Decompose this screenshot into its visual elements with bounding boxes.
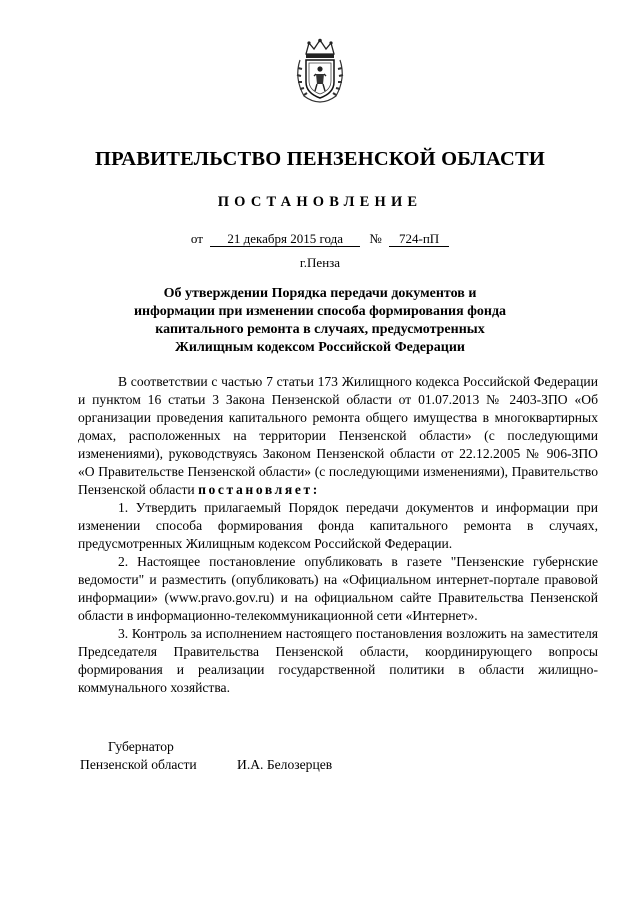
signatory-region: Пензенской области — [80, 757, 197, 772]
date-prefix: от — [190, 231, 203, 246]
document-body — [78, 373, 598, 697]
subject-line: Об утверждении Порядка передачи документов и — [163, 286, 477, 301]
decree-item: 1. Утвердить прилагаемый Порядок передачи документов и информации при изменении способа формирования фонда капитального ремонта в случаях, предусмотренных Жилищным кодексом Российской Федерации. — [78, 500, 598, 551]
document-date: 21 декабря 2015 года — [210, 232, 360, 247]
document-number: 724-пП — [389, 232, 449, 247]
document-subject — [120, 285, 520, 357]
decree-item: 2. Настоящее постановление опубликовать в газете "Пензенские губернские ведомости" и разместить (опубликовать) на «Официальном интернет-портале правовой информации» (www.pravo.gov.ru) и на официальном сайте Правительства Пензенской области в информационно-телекоммуникационной сети «Интернет». — [78, 554, 598, 623]
decree-word: постановляет: — [198, 482, 320, 497]
subject-line: информации при изменении способа формирования фонда — [133, 304, 507, 319]
date-number-line — [0, 231, 640, 247]
number-prefix: № — [369, 231, 382, 246]
coat-of-arms-icon — [292, 38, 348, 104]
preamble-text: В соответствии с частью 7 статьи 173 Жилищного кодекса Российской Федерации и пунктом 16 статьи 3 Закона Пензенской области от 01.07.2013 № 2403-ЗПО «Об организации проведения капитального ремонта общего имущества в многоквартирных домах, расположенных на территории Пензенской области» (с последующими изменениями), руководствуясь Законом Пензенской области от 22.12.2005 № 906-ЗПО «О Правительстве Пензенской области» (с последующими изменениями), Правительство Пензенской области — [78, 374, 598, 497]
subject-line: капитального ремонта в случаях, предусмотренных — [155, 322, 485, 337]
subject-line: Жилищным кодексом Российской Федерации — [175, 340, 465, 355]
signatory-title: Губернатор — [108, 739, 174, 754]
organization-title: ПРАВИТЕЛЬСТВО ПЕНЗЕНСКОЙ ОБЛАСТИ — [95, 148, 545, 170]
city: г.Пенза — [299, 255, 341, 270]
document-type: ПОСТАНОВЛЕНИЕ — [217, 194, 423, 210]
signatory-name: И.А. Белозерцев — [237, 757, 333, 772]
decree-item: 3. Контроль за исполнением настоящего постановления возложить на заместителя Председателя Правительства Пензенской области, координирующего вопросы формирования и реализации государственной политики в области жилищно-коммунального хозяйства. — [78, 626, 598, 695]
preamble-paragraph — [78, 373, 598, 499]
